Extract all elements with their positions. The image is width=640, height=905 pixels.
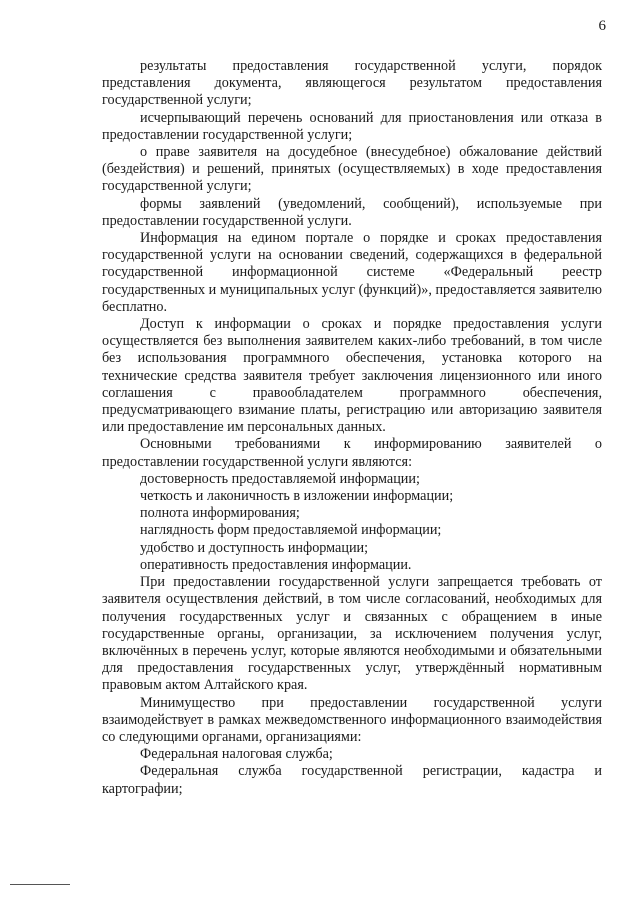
list-item: оперативность предоставления информации. xyxy=(140,556,412,573)
page-number: 6 xyxy=(598,18,606,34)
list-item: наглядность форм предоставляемой информации; xyxy=(140,522,442,539)
paragraph: Основными требованиями к информированию заявителей о предоставлении государственной услуги являются: xyxy=(102,436,602,470)
paragraph: Минимущество при предоставлении государственной услуги взаимодействует в рамках межведомственного информационного взаимодействия со следующими органами, организациями: xyxy=(102,694,602,745)
paragraph: формы заявлений (уведомлений, сообщений), используемые при предоставлении государственной услуги. xyxy=(102,195,602,229)
document-body xyxy=(102,58,602,798)
list-item: достоверность предоставляемой информации; xyxy=(140,470,420,487)
paragraph: Доступ к информации о сроках и порядке предоставления услуги осуществляется без выполнения заявителем каких-либо требований, в том числе без использования программного обеспечения, установка которого на технические средства заявителя требует заключения лицензионного или иного соглашения с правообладателем программного обеспечения, предусматривающего взимание платы, регистрацию или авторизацию заявителя или предоставление им персональных данных. xyxy=(102,316,602,436)
list-item: Федеральная служба государственной регистрации, кадастра и картографии; xyxy=(102,763,602,797)
list-item: четкость и лаконичность в изложении информации; xyxy=(140,488,454,505)
list-item: Федеральная налоговая служба; xyxy=(140,746,333,763)
paragraph: При предоставлении государственной услуги запрещается требовать от заявителя осуществления действий, в том числе согласований, необходимых для получения государственных услуг и связанных с обращением в иные государственные органы, организации, за исключением получения услуг, включённых в перечень услуг, которые являются необходимыми и обязательными для предоставления государственных услуг, утверждённый нормативным правовым актом Алтайского края. xyxy=(102,574,602,694)
paragraph: результаты предоставления государственной услуги, порядок представления документа, являющегося результатом предоставления государственной услуги; xyxy=(102,58,602,109)
list-item: полнота информирования; xyxy=(140,505,300,522)
paragraph: о праве заявителя на досудебное (внесудебное) обжалование действий (бездействия) и решений, принятых (осуществляемых) в ходе предоставления государственной услуги; xyxy=(102,144,602,195)
paragraph: Информация на едином портале о порядке и сроках предоставления государственной услуги на основании сведений, содержащихся в федеральной государственной информационной системе «Федеральный реестр государственных и муниципальных услуг (функций)», предоставляется заявителю бесплатно. xyxy=(102,230,602,315)
paragraph: исчерпывающий перечень оснований для приостановления или отказа в предоставлении государственной услуги; xyxy=(102,109,602,143)
footer-rule xyxy=(10,884,70,885)
list-item: удобство и доступность информации; xyxy=(140,539,369,556)
